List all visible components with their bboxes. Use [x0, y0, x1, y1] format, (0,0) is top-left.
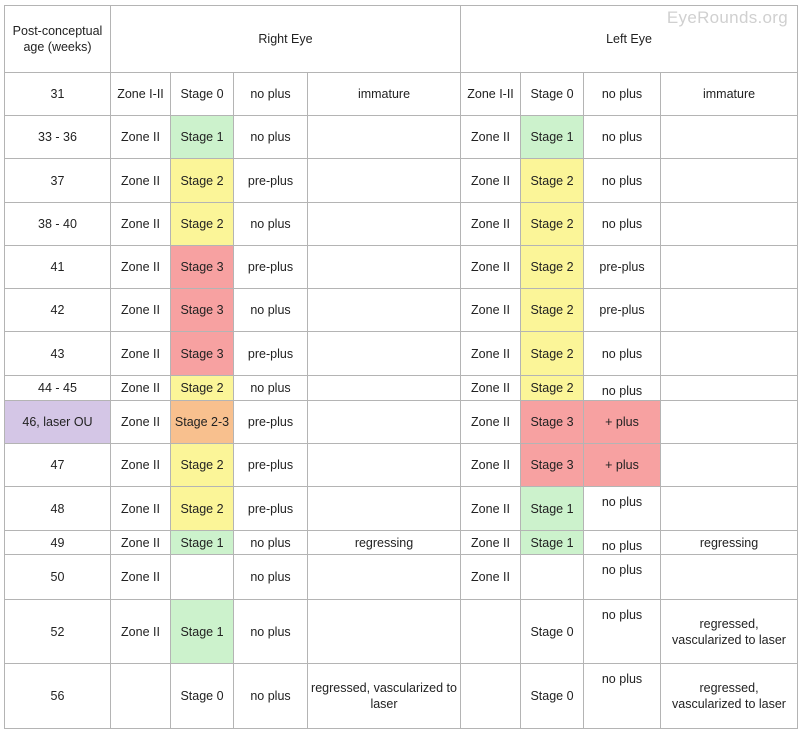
cell-r-plus: pre-plus	[234, 487, 308, 531]
cell-r-plus: pre-plus	[234, 159, 308, 203]
cell-r-zone: Zone II	[111, 401, 171, 444]
cell-l-plus: no plus	[584, 159, 661, 203]
cell-r-stage: Stage 2	[171, 376, 234, 401]
cell-r-plus: no plus	[234, 600, 308, 664]
rop-staging-table	[4, 5, 798, 729]
table-row	[5, 401, 798, 444]
cell-l-stage: Stage 0	[521, 73, 584, 116]
cell-age: 48	[5, 487, 111, 531]
cell-l-note: regressing	[661, 531, 798, 555]
cell-age: 33 - 36	[5, 116, 111, 159]
cell-r-stage: Stage 1	[171, 600, 234, 664]
cell-r-stage: Stage 3	[171, 289, 234, 332]
eyerounds-watermark: EyeRounds.org	[666, 8, 788, 27]
cell-age: 49	[5, 531, 111, 555]
cell-r-zone: Zone II	[111, 246, 171, 289]
cell-r-plus: no plus	[234, 555, 308, 600]
cell-r-plus: no plus	[234, 203, 308, 246]
cell-r-note	[308, 246, 461, 289]
cell-l-note: regressed, vascularized to laser	[661, 600, 798, 664]
cell-r-note	[308, 159, 461, 203]
cell-l-stage: Stage 2	[521, 289, 584, 332]
cell-l-zone: Zone II	[461, 555, 521, 600]
cell-age: 43	[5, 332, 111, 376]
cell-r-zone: Zone II	[111, 600, 171, 664]
cell-l-note: regressed, vascularized to laser	[661, 664, 798, 729]
table-row	[5, 116, 798, 159]
cell-r-plus: no plus	[234, 531, 308, 555]
cell-r-plus: no plus	[234, 376, 308, 401]
cell-r-stage: Stage 3	[171, 246, 234, 289]
table-row	[5, 600, 798, 664]
header-age: Post-conceptual age (weeks)	[5, 6, 111, 73]
cell-r-note	[308, 600, 461, 664]
cell-l-stage: Stage 2	[521, 203, 584, 246]
cell-r-note	[308, 376, 461, 401]
cell-r-note	[308, 203, 461, 246]
cell-r-note	[308, 401, 461, 444]
table-row	[5, 531, 798, 555]
cell-r-note: regressed, vascularized to laser	[308, 664, 461, 729]
cell-age: 31	[5, 73, 111, 116]
table-row	[5, 664, 798, 729]
cell-age: 52	[5, 600, 111, 664]
cell-l-plus: no plus	[584, 332, 661, 376]
table-row	[5, 246, 798, 289]
cell-age: 50	[5, 555, 111, 600]
cell-l-zone: Zone II	[461, 246, 521, 289]
cell-l-plus: pre-plus	[584, 289, 661, 332]
cell-l-zone: Zone II	[461, 401, 521, 444]
table-row	[5, 332, 798, 376]
cell-l-plus: no plus	[584, 73, 661, 116]
cell-r-zone: Zone II	[111, 289, 171, 332]
cell-l-note: immature	[661, 73, 798, 116]
table-row	[5, 73, 798, 116]
cell-age: 37	[5, 159, 111, 203]
cell-l-plus: no plus	[584, 555, 661, 600]
cell-r-stage	[171, 555, 234, 600]
cell-l-stage: Stage 0	[521, 664, 584, 729]
cell-age: 46, laser OU	[5, 401, 111, 444]
cell-r-plus: pre-plus	[234, 444, 308, 487]
cell-l-note	[661, 555, 798, 600]
cell-r-stage: Stage 2	[171, 487, 234, 531]
cell-l-note	[661, 376, 798, 401]
cell-l-plus: pre-plus	[584, 246, 661, 289]
cell-r-note	[308, 116, 461, 159]
cell-l-stage: Stage 3	[521, 444, 584, 487]
cell-age: 47	[5, 444, 111, 487]
cell-r-stage: Stage 2	[171, 203, 234, 246]
cell-r-zone: Zone II	[111, 531, 171, 555]
cell-l-plus: no plus	[584, 487, 661, 531]
cell-l-zone: Zone II	[461, 487, 521, 531]
cell-r-zone: Zone II	[111, 487, 171, 531]
cell-r-note: regressing	[308, 531, 461, 555]
cell-l-stage: Stage 1	[521, 116, 584, 159]
table-row	[5, 376, 798, 401]
cell-r-stage: Stage 1	[171, 531, 234, 555]
cell-r-note	[308, 487, 461, 531]
cell-l-zone	[461, 600, 521, 664]
table-row	[5, 159, 798, 203]
cell-l-stage: Stage 3	[521, 401, 584, 444]
cell-r-stage: Stage 2-3	[171, 401, 234, 444]
cell-r-plus: pre-plus	[234, 332, 308, 376]
header-right-eye: Right Eye	[111, 6, 461, 73]
cell-l-note	[661, 159, 798, 203]
cell-l-stage	[521, 555, 584, 600]
cell-l-note	[661, 116, 798, 159]
cell-l-note	[661, 332, 798, 376]
cell-r-note	[308, 332, 461, 376]
cell-l-plus: no plus	[584, 531, 661, 555]
cell-l-plus: no plus	[584, 116, 661, 159]
cell-r-zone: Zone II	[111, 332, 171, 376]
cell-r-stage: Stage 3	[171, 332, 234, 376]
cell-l-note	[661, 246, 798, 289]
cell-l-zone: Zone II	[461, 116, 521, 159]
cell-l-stage: Stage 2	[521, 159, 584, 203]
cell-l-zone: Zone II	[461, 444, 521, 487]
cell-r-stage: Stage 1	[171, 116, 234, 159]
cell-l-zone: Zone II	[461, 332, 521, 376]
cell-l-zone: Zone II	[461, 376, 521, 401]
cell-r-zone: Zone II	[111, 555, 171, 600]
cell-r-stage: Stage 0	[171, 664, 234, 729]
cell-l-note	[661, 401, 798, 444]
cell-l-plus: no plus	[584, 664, 661, 729]
cell-l-stage: Stage 0	[521, 600, 584, 664]
table-row	[5, 487, 798, 531]
cell-l-stage: Stage 1	[521, 531, 584, 555]
cell-l-plus: + plus	[584, 444, 661, 487]
cell-l-zone	[461, 664, 521, 729]
cell-r-plus: pre-plus	[234, 401, 308, 444]
header-row	[5, 6, 798, 73]
cell-r-zone: Zone II	[111, 376, 171, 401]
cell-l-plus: no plus	[584, 600, 661, 664]
cell-l-note	[661, 289, 798, 332]
table-row	[5, 203, 798, 246]
cell-r-zone: Zone II	[111, 159, 171, 203]
table-row	[5, 289, 798, 332]
cell-r-zone: Zone II	[111, 444, 171, 487]
cell-age: 38 - 40	[5, 203, 111, 246]
cell-r-zone: Zone II	[111, 116, 171, 159]
table-row	[5, 444, 798, 487]
cell-l-plus: + plus	[584, 401, 661, 444]
header-left-eye: Left Eye	[461, 6, 798, 73]
table-row	[5, 555, 798, 600]
cell-l-zone: Zone II	[461, 289, 521, 332]
cell-r-note	[308, 444, 461, 487]
cell-l-note	[661, 444, 798, 487]
cell-r-plus: pre-plus	[234, 246, 308, 289]
cell-l-plus: no plus	[584, 376, 661, 401]
cell-l-stage: Stage 2	[521, 246, 584, 289]
cell-r-stage: Stage 2	[171, 444, 234, 487]
cell-l-note	[661, 203, 798, 246]
cell-r-plus: no plus	[234, 73, 308, 116]
cell-l-note	[661, 487, 798, 531]
cell-r-note	[308, 555, 461, 600]
cell-l-zone: Zone I-II	[461, 73, 521, 116]
cell-r-plus: no plus	[234, 116, 308, 159]
cell-l-stage: Stage 2	[521, 376, 584, 401]
cell-r-note: immature	[308, 73, 461, 116]
cell-r-plus: no plus	[234, 289, 308, 332]
cell-l-stage: Stage 1	[521, 487, 584, 531]
cell-age: 56	[5, 664, 111, 729]
cell-r-zone: Zone II	[111, 203, 171, 246]
cell-r-zone: Zone I-II	[111, 73, 171, 116]
cell-r-stage: Stage 0	[171, 73, 234, 116]
cell-l-plus: no plus	[584, 203, 661, 246]
cell-r-zone	[111, 664, 171, 729]
cell-age: 44 - 45	[5, 376, 111, 401]
cell-r-note	[308, 289, 461, 332]
cell-l-zone: Zone II	[461, 203, 521, 246]
cell-age: 42	[5, 289, 111, 332]
cell-l-stage: Stage 2	[521, 332, 584, 376]
cell-age: 41	[5, 246, 111, 289]
cell-r-stage: Stage 2	[171, 159, 234, 203]
cell-l-zone: Zone II	[461, 531, 521, 555]
cell-l-zone: Zone II	[461, 159, 521, 203]
cell-r-plus: no plus	[234, 664, 308, 729]
